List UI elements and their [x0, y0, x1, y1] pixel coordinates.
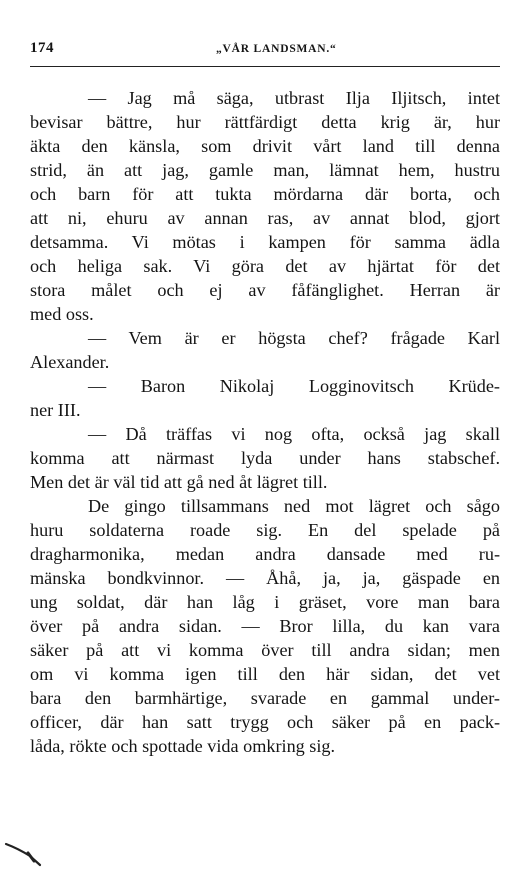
text-line: låda, rökte och spottade vida omkring sig.: [30, 736, 336, 756]
text-line: komma att närmast lyda under hans stabschef.: [30, 448, 500, 468]
text-line: ung soldat, där han låg i gräset, vore man bara: [30, 592, 500, 612]
text-line: om vi komma igen till den här sidan, det vet: [30, 664, 500, 684]
text-line: — Jag må säga, utbrast Ilja Iljitsch, intet: [88, 88, 500, 108]
text-line: — Baron Nikolaj Logginovitsch Krüde-: [88, 376, 500, 396]
text-line: bara den barmhärtige, svarade en gammal under-: [30, 688, 500, 708]
text-line: Men det är väl tid att gå ned åt lägret till.: [30, 472, 328, 492]
text-line: säker på att vi komma över till andra sidan; men: [30, 640, 500, 660]
text-line: huru soldaterna roade sig. En del spelade på: [30, 520, 500, 540]
text-line: officer, där han satt trygg och säker på en pack-: [30, 712, 500, 732]
text-line: strid, än att jag, gamle man, lämnat hem, hustru: [30, 160, 500, 180]
text-line: — Då träffas vi nog ofta, också jag skall: [88, 424, 500, 444]
text-line: att ni, ehuru av annan ras, av annat blod, gjort: [30, 208, 500, 228]
running-title: „VÅR LANDSMAN.“: [216, 43, 337, 55]
body-text: [30, 86, 500, 758]
page-header: [30, 40, 500, 64]
text-line: mänska bondkvinnor. — Åhå, ja, ja, gäspade en: [30, 568, 500, 588]
page-number: 174: [30, 40, 54, 56]
text-line: och heliga sak. Vi göra det av hjärtat för det: [30, 256, 500, 276]
text-line: Alexander.: [30, 352, 110, 372]
text-line: bevisar bättre, hur rättfärdigt detta krig är, hur: [30, 112, 500, 132]
text-line: ner III.: [30, 400, 81, 420]
text-line: över på andra sidan. — Bror lilla, du kan vara: [30, 616, 500, 636]
text-line: detsamma. Vi mötas i kampen för samma ädla: [30, 232, 500, 252]
ink-stroke-mark: [4, 838, 44, 868]
text-line: — Vem är er högsta chef? frågade Karl: [88, 328, 500, 348]
text-line: med oss.: [30, 304, 94, 324]
text-line: De gingo tillsammans ned mot lägret och sågo: [88, 496, 500, 516]
text-line: dragharmonika, medan andra dansade med ru-: [30, 544, 500, 564]
text-line: äkta den känsla, som drivit vårt land till denna: [30, 136, 500, 156]
text-line: och barn för att tukta mördarna där borta, och: [30, 184, 500, 204]
text-line: stora målet och ej av fåfänglighet. Herran är: [30, 280, 500, 300]
header-rule: [30, 66, 500, 67]
